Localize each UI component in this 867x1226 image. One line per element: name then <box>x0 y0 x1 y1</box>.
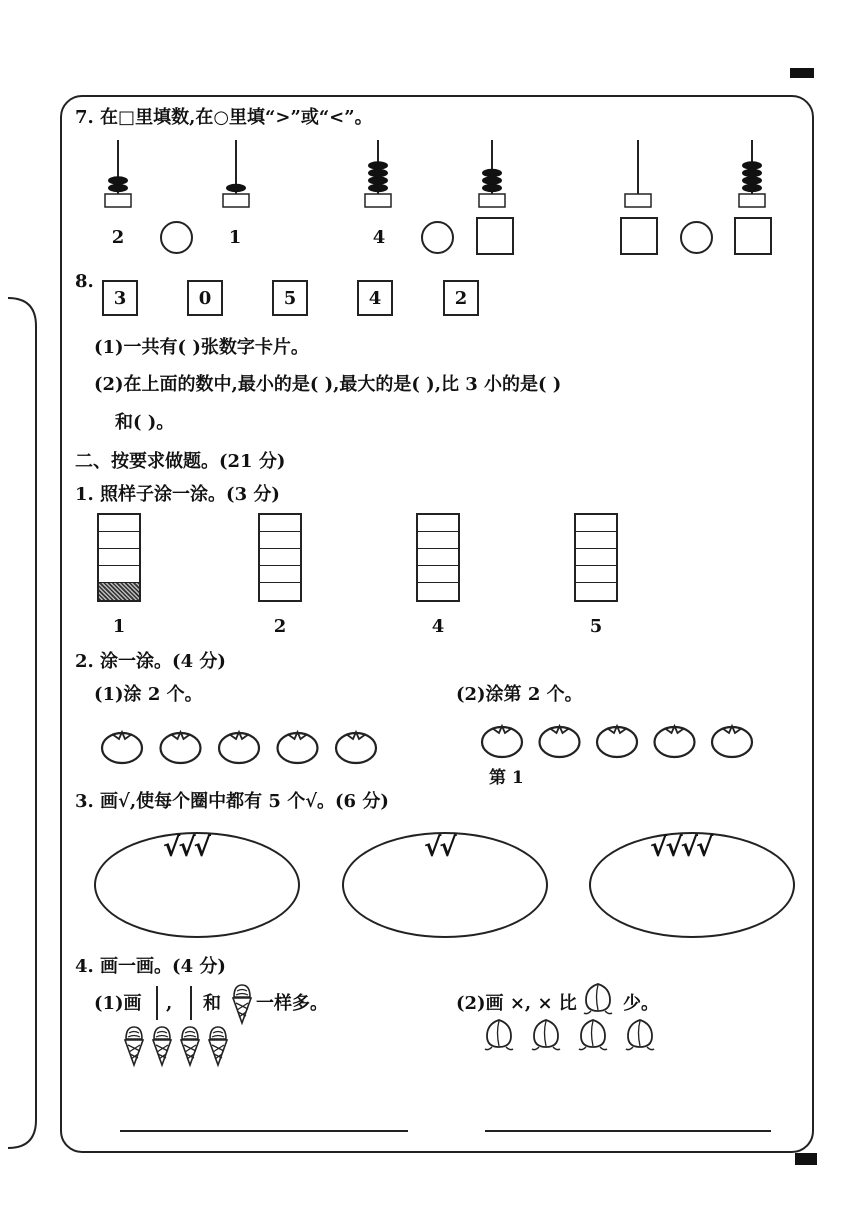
q7-pair2-compare-circle[interactable] <box>421 221 454 254</box>
ladder-cell[interactable] <box>576 532 616 549</box>
check-group: √√ <box>424 833 455 863</box>
abacus-bead <box>482 169 502 177</box>
tomato-icon[interactable] <box>102 732 142 763</box>
abacus-rod <box>739 140 765 207</box>
peach-icon <box>581 980 615 1016</box>
s2-q2-sub2: (2)涂第 2 个。 <box>456 684 583 705</box>
ladder-1[interactable] <box>97 513 141 602</box>
stick-icon <box>156 986 158 1020</box>
check-group: √√√√ <box>650 833 712 863</box>
tomato-icon[interactable] <box>278 732 318 763</box>
abacus-bead <box>482 184 502 192</box>
number-card: 4 <box>357 280 393 316</box>
tomato-icon[interactable] <box>161 732 201 763</box>
ice-cream-icon <box>153 1027 171 1065</box>
abacus-bead <box>742 184 762 192</box>
ladder-cell[interactable] <box>576 583 616 600</box>
ice-cream-icon <box>181 1027 199 1065</box>
ladder-cell[interactable] <box>260 549 300 566</box>
abacus-rod <box>625 140 651 207</box>
abacus-bead <box>742 161 762 169</box>
ice-cream-icon <box>209 1027 227 1065</box>
abacus-bead <box>108 184 128 192</box>
ladder-cell[interactable] <box>418 566 458 583</box>
ladder-cell[interactable] <box>260 566 300 583</box>
abacus-row <box>0 0 867 240</box>
abacus-bead <box>368 176 388 184</box>
s2-q3-title: 3. 画√,使每个圈中都有 5 个√。(6 分) <box>75 791 389 812</box>
tomato-icon[interactable] <box>655 726 695 757</box>
ice-cream-icon <box>125 1027 143 1065</box>
q8-sub2: (2)在上面的数中,最小的是( ),最大的是( ),比 3 小的是( ) <box>94 374 562 395</box>
tomato-icon[interactable] <box>482 726 522 757</box>
s2-q4-title: 4. 画一画。(4 分) <box>75 956 226 977</box>
tomato-row-left <box>100 724 400 768</box>
tomato-icon[interactable] <box>540 726 580 757</box>
ladder-2[interactable] <box>258 513 302 602</box>
ladder-cell[interactable] <box>99 532 139 549</box>
q7-pair2-left: 4 <box>372 227 386 248</box>
q8-sub1: (1)一共有( )张数字卡片。 <box>94 337 309 358</box>
tomato-icon[interactable] <box>712 726 752 757</box>
answer-line-right[interactable] <box>485 1130 771 1132</box>
abacus-bead <box>482 176 502 184</box>
tomato-icon[interactable] <box>597 726 637 757</box>
s2-q4-sub1-and: 和 <box>203 993 221 1014</box>
ladder-cell[interactable] <box>576 566 616 583</box>
ladder-label: 2 <box>273 616 287 637</box>
q8-label: 8. <box>75 271 94 292</box>
peach-icon <box>584 984 612 1014</box>
q7-title: 7. 在□里填数,在○里填“>”或“<”。 <box>75 107 373 128</box>
ladder-cell[interactable] <box>99 549 139 566</box>
s2-q4-sub2-prefix: (2)画 ×, × 比 <box>456 993 577 1014</box>
corner-mark-bottom-right <box>795 1153 817 1165</box>
ladder-cell[interactable] <box>418 515 458 532</box>
answer-line-left[interactable] <box>120 1130 408 1132</box>
abacus-bead <box>742 176 762 184</box>
abacus-bead <box>368 184 388 192</box>
s2-q2-title: 2. 涂一涂。(4 分) <box>75 651 226 672</box>
abacus-rod <box>105 140 131 207</box>
ladder-5[interactable] <box>574 513 618 602</box>
q7-pair3-compare-circle[interactable] <box>680 221 713 254</box>
s2-q1-title: 1. 照样子涂一涂。(3 分) <box>75 484 280 505</box>
ladder-label: 4 <box>431 616 445 637</box>
ladder-cell[interactable] <box>576 515 616 532</box>
peach-icon <box>532 1020 560 1050</box>
q7-pair2-right-box[interactable] <box>476 217 514 255</box>
ice-cream-icon <box>231 983 253 1025</box>
ladder-4[interactable] <box>416 513 460 602</box>
ladder-cell[interactable] <box>418 549 458 566</box>
q7-pair3-right-box[interactable] <box>734 217 772 255</box>
ladder-cell[interactable] <box>260 532 300 549</box>
ladder-label: 5 <box>589 616 603 637</box>
abacus-bead <box>368 161 388 169</box>
abacus-bead <box>742 169 762 177</box>
s2-q4-sub1-prefix: (1)画 <box>94 993 142 1014</box>
ladder-cell[interactable] <box>418 583 458 600</box>
ladder-cell[interactable] <box>418 532 458 549</box>
abacus-rod <box>223 140 249 207</box>
stick-icon <box>190 986 192 1020</box>
ice-cream-icon <box>233 985 251 1023</box>
tomato-icon[interactable] <box>219 732 259 763</box>
abacus-bead <box>108 176 128 184</box>
s2-q2-sub1: (1)涂 2 个。 <box>94 684 203 705</box>
abacus-bead <box>226 184 246 192</box>
abacus-rod <box>365 140 391 207</box>
q8-sub2-continued: 和( )。 <box>115 412 175 433</box>
peach-icon <box>579 1020 607 1050</box>
section2-title: 二、按要求做题。(21 分) <box>75 451 286 472</box>
number-card: 3 <box>102 280 138 316</box>
q7-pair3-left-box[interactable] <box>620 217 658 255</box>
ladder-cell[interactable] <box>260 515 300 532</box>
s2-q4-sub2-suffix: 少。 <box>623 993 659 1014</box>
abacus-rod <box>479 140 505 207</box>
number-card: 5 <box>272 280 308 316</box>
ladder-cell[interactable] <box>99 566 139 583</box>
tomato-icon[interactable] <box>336 732 376 763</box>
number-card: 2 <box>443 280 479 316</box>
tomato-row-right <box>480 718 780 762</box>
ladder-cell[interactable] <box>99 583 139 600</box>
peach-icon <box>626 1020 654 1050</box>
binding-bracket <box>0 290 45 1160</box>
check-group: √√√ <box>163 833 210 863</box>
q7-pair1-compare-circle[interactable] <box>160 221 193 254</box>
s2-q2-first-label: 第 1 <box>489 768 524 788</box>
q7-pair1-right: 1 <box>228 227 242 248</box>
peach-row <box>482 1016 672 1056</box>
ladder-cell[interactable] <box>99 515 139 532</box>
s2-q4-sub1-comma: , <box>166 993 173 1014</box>
abacus-bead <box>368 169 388 177</box>
s2-q4-sub1-suffix: 一样多。 <box>256 993 328 1014</box>
q7-pair1-left: 2 <box>111 227 125 248</box>
ice-cream-row <box>122 1025 242 1073</box>
ladder-label: 1 <box>112 616 126 637</box>
ladder-cell[interactable] <box>260 583 300 600</box>
peach-icon <box>485 1020 513 1050</box>
number-card: 0 <box>187 280 223 316</box>
ladder-cell[interactable] <box>576 549 616 566</box>
